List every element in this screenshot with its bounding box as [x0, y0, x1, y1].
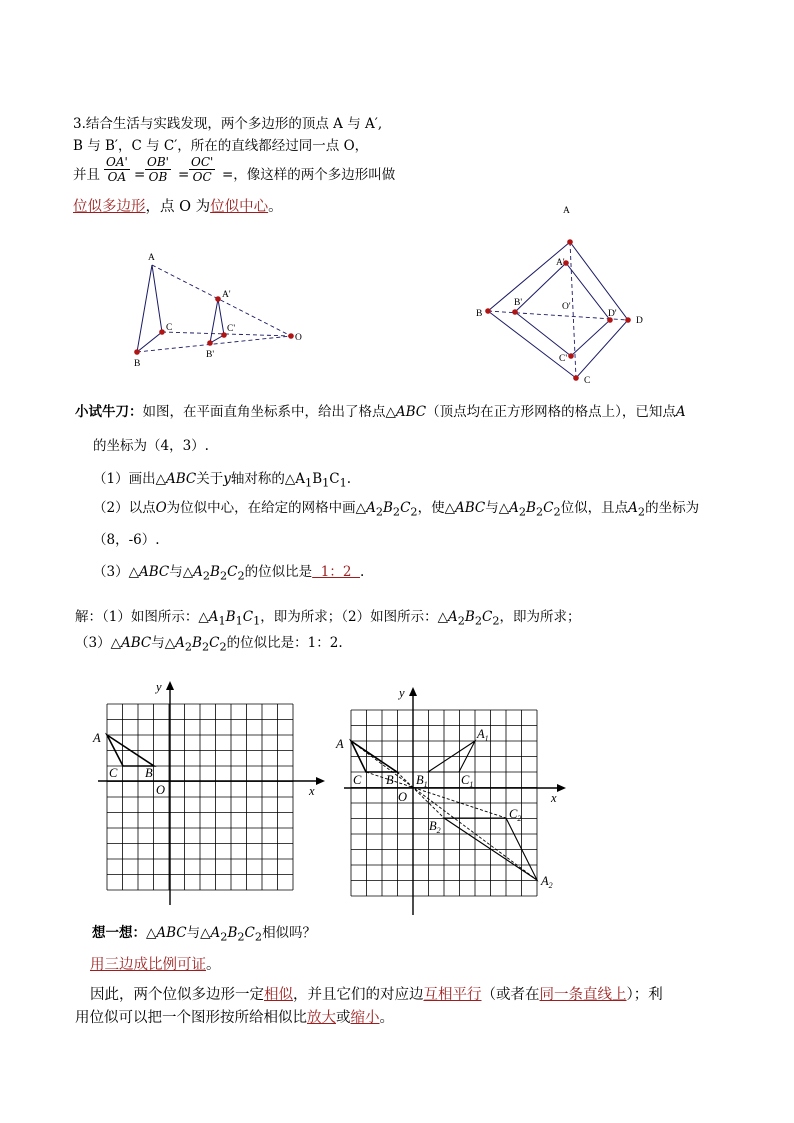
think-title: 想一想：	[92, 925, 146, 941]
fig1-label-b: B	[134, 359, 141, 369]
q1g: B	[312, 471, 323, 487]
q2v: 的坐标为	[645, 500, 700, 516]
think-b: ABC	[156, 925, 187, 941]
fig1-label-a: A	[148, 253, 155, 263]
section3-line3-prefix: 并且	[73, 167, 100, 183]
q3a: （3）△	[93, 564, 139, 580]
term-similar-polygon: 位似多边形	[73, 199, 146, 215]
ratio-oc-num: OC'	[191, 155, 214, 169]
concl-g: ）；利	[626, 987, 663, 1003]
q2o: B	[526, 500, 536, 516]
q3i: 2	[237, 569, 245, 583]
q2d: A	[366, 500, 376, 516]
fig2-label-b: B	[476, 309, 483, 319]
grid1-lines	[107, 704, 293, 890]
think-g: 2	[237, 930, 245, 944]
exercise-p1b: ABC	[395, 404, 427, 420]
q2i: 2	[410, 505, 418, 519]
q3-answer: 1：2	[312, 564, 360, 580]
s1n: 2	[492, 614, 500, 628]
fig2-label-o: O'	[562, 302, 571, 312]
grid1-y-arrow	[166, 681, 174, 690]
q3j: 的位似比是	[244, 564, 313, 580]
fig2-label-d1: D'	[608, 309, 617, 319]
s2e: 2	[184, 640, 193, 654]
q2h: C	[400, 500, 411, 516]
q2e: 2	[375, 505, 383, 519]
s1j: 2	[457, 614, 465, 628]
concl-enlarge: 放大	[307, 1010, 336, 1026]
s1f: C	[242, 609, 254, 625]
ratio-ob-num: OB'	[147, 155, 169, 169]
conclusion-line2	[75, 1009, 394, 1027]
fig2-label-d: D	[636, 316, 643, 326]
s1d: B	[225, 609, 236, 625]
q2t: A	[628, 500, 638, 516]
grid2-label-c: C	[353, 773, 362, 787]
grid1-label-y: y	[156, 680, 162, 694]
exercise-p1c: （顶点均在正方形网格的格点上），已知点	[426, 404, 676, 420]
think-d: A	[210, 925, 221, 941]
concl-c: ，并且它们的对应边	[293, 987, 424, 1003]
exercise-title: 小试牛刀：	[75, 404, 143, 420]
q1k: .	[346, 471, 352, 487]
think-i: 2	[254, 930, 263, 944]
s2d: A	[175, 635, 185, 651]
s1h: ，即为所求；（2）如图所示：△	[260, 609, 448, 625]
think-c: 与△	[186, 925, 211, 941]
grid2-label-a1: $A_1$	[477, 727, 489, 743]
exercise-p1a: 如图，在平面直角坐标系中，给出了格点△	[142, 404, 396, 420]
s1l: 2	[474, 614, 483, 628]
fig2-label-b1: B'	[514, 298, 523, 308]
s2i: 2	[219, 640, 227, 654]
question-2-cont: （8，-6）.	[93, 532, 160, 548]
s1e: 1	[235, 614, 243, 628]
q2c: 为位似中心，在给定的网格中画△	[166, 500, 367, 516]
grid2-label-c1: $C_1$	[461, 773, 474, 789]
fig1-label-b1: B'	[206, 350, 215, 360]
q1e: 轴对称的△A	[230, 471, 306, 487]
concl-e: （或者在	[481, 987, 540, 1003]
q2u: 2	[637, 505, 646, 519]
term-mid: ，点 O 为	[145, 199, 211, 215]
grid1-label-x: x	[309, 784, 315, 798]
s1g: 1	[253, 614, 261, 628]
q2m: A	[509, 500, 519, 516]
grid2-y-arrow	[409, 687, 417, 696]
grid2-x-arrow	[557, 784, 566, 792]
q2p: 2	[535, 505, 544, 519]
q2a: （2）以点	[93, 500, 156, 516]
section3-line1: 3.结合生活与实践发现，两个多边形的顶点 A 与 A′,	[73, 116, 383, 132]
s2h: C	[209, 635, 220, 651]
concl-parallel: 互相平行	[423, 987, 482, 1003]
q2q: C	[543, 500, 554, 516]
term-center: 位似中心	[210, 199, 269, 215]
section3-line3-suffix: =，像这样的两个多边形叫做	[222, 167, 396, 183]
q3f: B	[210, 564, 220, 580]
grid1-label-c: C	[109, 766, 118, 780]
think-answer: 用三边成比例可证	[90, 957, 206, 973]
q1f: 1	[305, 476, 313, 490]
ratio-oa-num: OA'	[106, 155, 128, 169]
grid2-label-b: B	[386, 773, 394, 787]
s2j: 的位似比是：1：2.	[226, 635, 343, 651]
q2n: 2	[518, 505, 527, 519]
grid2-lines	[351, 710, 537, 896]
q2g: 2	[392, 505, 401, 519]
grid2-label-x: x	[551, 791, 557, 805]
grid2-label-a: A	[336, 737, 344, 751]
ratio-ob-den: OB	[148, 170, 168, 184]
exercise-p1d: A	[675, 404, 686, 420]
grid2-label-b2: $B_2$	[429, 819, 441, 835]
q2r: 2	[553, 505, 561, 519]
grid1-label-a: A	[93, 731, 101, 745]
q3d: A	[193, 564, 203, 580]
q2f: B	[382, 500, 393, 516]
fig2-label-a1: A'	[556, 258, 565, 268]
s1a: 解：（1）如图所示：△	[75, 609, 209, 625]
eq-2: =	[178, 167, 190, 183]
q1c: 关于	[196, 471, 224, 487]
grid1-label-b: B	[145, 766, 153, 780]
grid2-label-o: O	[398, 790, 408, 804]
ratio-oa-den: OA	[107, 170, 127, 184]
fig1-label-c1: C'	[227, 324, 236, 334]
grid2-label-y: y	[399, 686, 405, 700]
q3h: C	[227, 564, 238, 580]
s2a: （3）△	[75, 635, 121, 651]
q3e: 2	[202, 569, 211, 583]
s1b: A	[208, 609, 219, 625]
fig1-label-a1: A'	[222, 290, 231, 300]
think-h: C	[244, 925, 255, 941]
q1d: y	[223, 471, 231, 487]
fig1-label-o: O	[295, 333, 302, 343]
q1i: C	[329, 471, 340, 487]
q1b: ABC	[165, 471, 197, 487]
think-j: 相似吗？	[262, 925, 317, 941]
s2b: ABC	[120, 635, 152, 651]
fig2-label-c: C	[584, 376, 591, 386]
think-answer-line	[90, 956, 221, 974]
think-e: 2	[220, 930, 228, 944]
q2s: 位似，且点	[560, 500, 629, 516]
q2k: ABC	[454, 500, 486, 516]
think-f: B	[227, 925, 238, 941]
s1o: ，即为所求；	[499, 609, 581, 625]
q3end: .	[360, 564, 365, 580]
think-a: △	[146, 925, 157, 941]
q2b: O	[155, 500, 167, 516]
concl-shrink: 缩小	[350, 1010, 380, 1026]
q3g: 2	[219, 569, 228, 583]
concl-l: 。	[379, 1010, 394, 1026]
grid1-label-o: O	[156, 783, 166, 797]
s2g: 2	[201, 640, 210, 654]
think-answer-end: 。	[206, 957, 221, 973]
section3-line2: B 与 B′，C 与 C′，所在的直线都经过同一点 O，	[73, 138, 369, 154]
think-line	[92, 924, 316, 947]
q3c: 与△	[169, 564, 194, 580]
q1a: （1）画出△	[93, 471, 166, 487]
fig2-label-a: A	[563, 206, 570, 216]
concl-a: 因此，两个位似多边形一定	[90, 987, 264, 1003]
term-end: 。	[268, 199, 283, 215]
s2c: 与△	[151, 635, 176, 651]
q1h: 1	[322, 476, 330, 490]
q3b: ABC	[138, 564, 170, 580]
ratio-oc-den: OC	[192, 170, 212, 184]
s1m: C	[482, 609, 493, 625]
grid2-label-b1: $B_1$	[416, 773, 428, 789]
concl-j: 或	[336, 1010, 351, 1026]
grid2-label-a2: $A_2$	[541, 874, 553, 890]
fig1-label-c: C	[166, 323, 173, 333]
s1i: A	[448, 609, 458, 625]
concl-same-line: 同一条直线上	[539, 987, 627, 1003]
concl-similar: 相似	[264, 987, 293, 1003]
q2l: 与△	[485, 500, 510, 516]
eq-1: =	[134, 167, 146, 183]
fig2-label-c1: C'	[559, 354, 568, 364]
s1k: B	[464, 609, 475, 625]
concl-h: 用位似可以把一个图形按所给相似比	[75, 1010, 307, 1026]
grid2-label-c2: $C_2$	[509, 807, 522, 823]
q1j: 1	[339, 476, 347, 490]
s2f: B	[192, 635, 202, 651]
s1c: 1	[218, 614, 226, 628]
grid1-x-arrow	[316, 777, 325, 785]
conclusion-line1	[90, 986, 663, 1004]
exercise-line2: 的坐标为（4，3）.	[93, 438, 209, 454]
q2j: ，使△	[417, 500, 455, 516]
